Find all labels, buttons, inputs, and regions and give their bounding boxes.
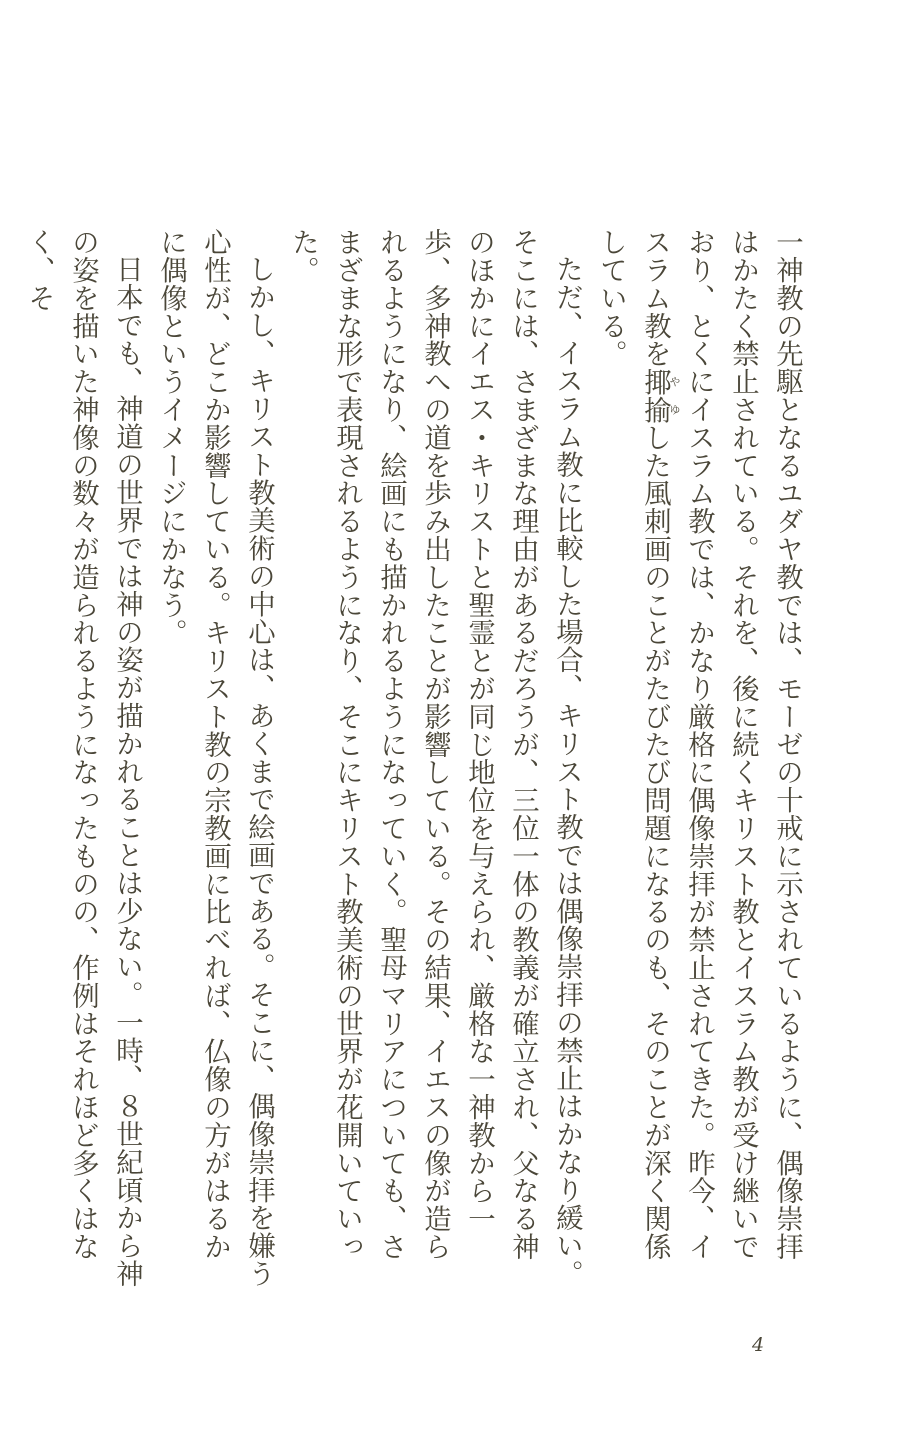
furigana-yayu: 揶揄やゆ bbox=[639, 367, 681, 424]
furigana-reading: やゆ bbox=[668, 367, 681, 424]
paragraph-1 bbox=[588, 228, 808, 1288]
paragraph-4: 日本でも、神道の世界では神の姿が描かれることは少ない。一時、８世紀頃から神の姿を描いた神像の数々が造られるようになったものの、作例はそれほど多くはなく、そ bbox=[23, 228, 142, 1288]
paragraph-2: ただ、イスラム教に比較した場合、キリスト教では偶像崇拝の禁止はかなり緩い。そこには、さまざまな理由があるだろうが、三位一体の教義が確立され、父なる神のほかにイエス・キリストと聖霊とが同じ地位を与えられ、厳格な一神教から一歩、多神教への道を歩み出したことが影響している。その結果、イエスの像が造られるようになり、絵画にも描かれるようになっていく。聖母マリアについても、さまざまな形で表現されるようになり、そこにキリスト教美術の世界が花開いていった。 bbox=[287, 228, 582, 1288]
vertical-body-text bbox=[18, 228, 808, 1288]
paragraph-3: しかし、キリスト教美術の中心は、あくまで絵画である。そこに、偶像崇拝を嫌う心性が、どこか影響している。キリスト教の宗教画に比べれば、仏像の方がはるかに偶像というイメージにかなう。 bbox=[155, 228, 274, 1288]
paragraph-1-text: 一神教の先駆となるユダヤ教では、モーゼの十戒に示されているように、偶像崇拝はかたく禁止されている。それを、後に続くキリスト教とイスラム教が受け継いでおり、とくにイスラム教では、かなり厳格に偶像崇拝が禁止されてきた。昨今、イスラム教を bbox=[639, 228, 802, 1261]
paragraph-1-rest: した風刺画のことがたびたび問題になるのも、そのことが深く関係している。 bbox=[595, 228, 670, 1261]
page-number: 4 bbox=[752, 1334, 765, 1356]
